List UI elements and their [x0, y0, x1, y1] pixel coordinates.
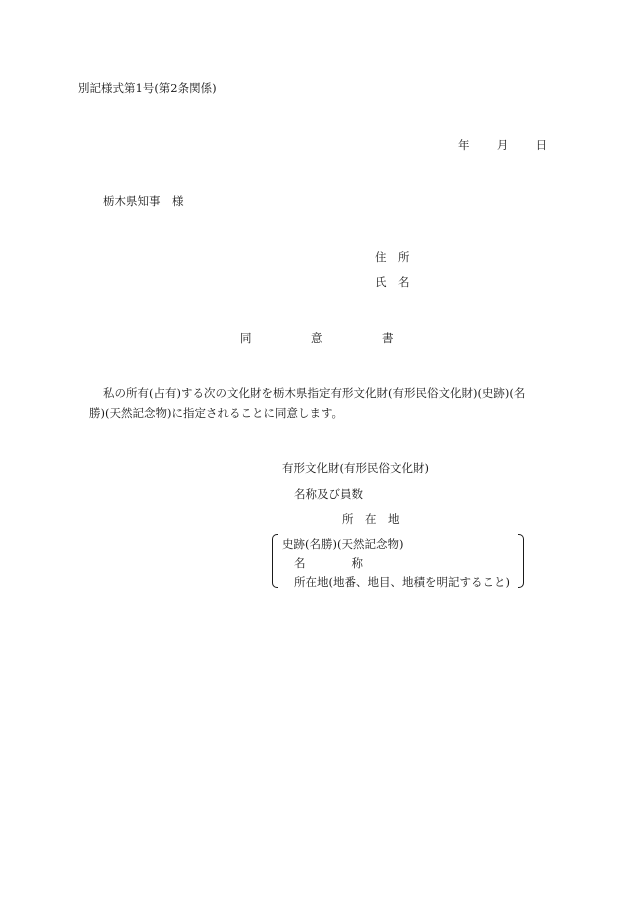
- addressee: 栃木県知事 様: [103, 194, 184, 208]
- bracket-left: [272, 534, 278, 588]
- tangible-heading: 有形文化財(有形民俗文化財): [282, 461, 429, 475]
- date-line: [458, 137, 547, 153]
- title-char-2: 意: [311, 331, 323, 345]
- date-year: 年: [458, 138, 470, 152]
- title-char-1: 同: [240, 331, 252, 345]
- date-day: 日: [535, 138, 548, 152]
- address-label: 住 所: [375, 250, 410, 264]
- historic-name-label: 名 称: [294, 556, 363, 570]
- form-number: 別記様式第1号(第2条関係): [78, 81, 217, 95]
- historic-heading: 史跡(名勝)(天然記念物): [282, 537, 404, 551]
- location-label: 所 在 地: [342, 512, 400, 526]
- date-month: 月: [496, 138, 509, 152]
- bracket-right: [518, 534, 524, 588]
- name-quantity-label: 名称及び員数: [294, 487, 363, 501]
- name-label: 氏 名: [375, 275, 410, 289]
- site-location-label: 所在地(地番、地目、地積を明記すること): [294, 575, 510, 589]
- body-line-2: 勝)(天然記念物)に指定されることに同意します。: [89, 406, 344, 420]
- body-line-1: 私の所有(占有)する次の文化財を栃木県指定有形文化財(有形民俗文化財)(史跡)(名: [103, 386, 526, 400]
- title-char-3: 書: [382, 331, 394, 345]
